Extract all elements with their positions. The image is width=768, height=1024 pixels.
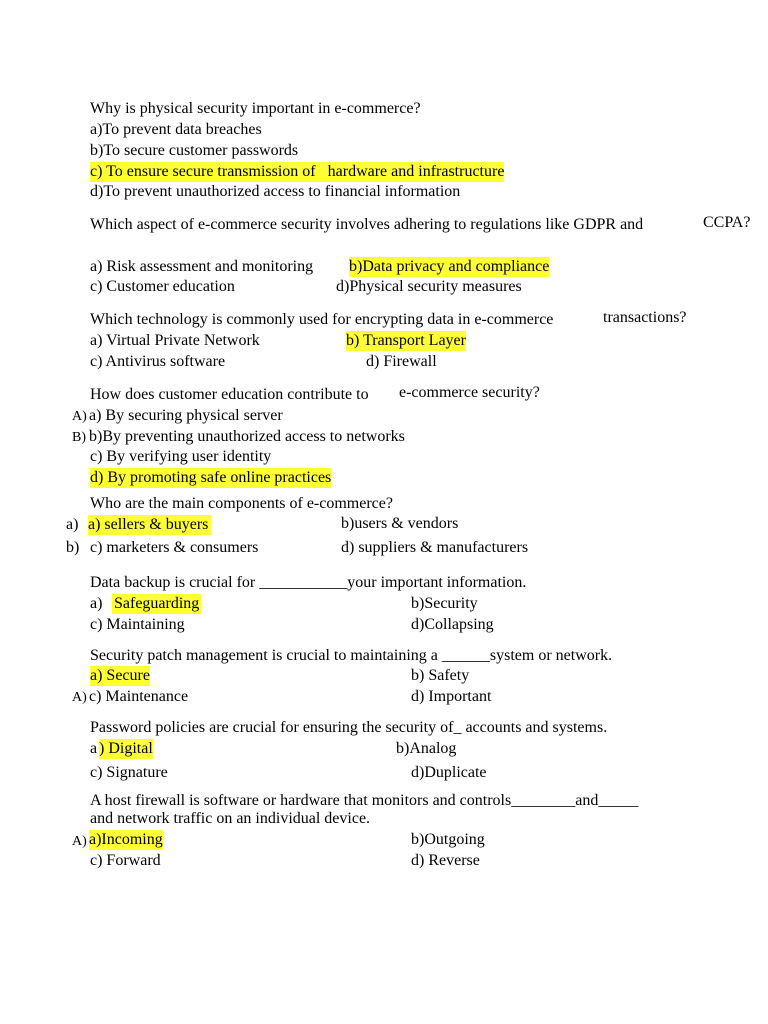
question-2: Which aspect of e-commerce security involves adhering to regulations like GDPR and <box>90 216 644 233</box>
q2-option-b-answer: b)Data privacy and compliance <box>349 258 550 275</box>
question-3-tail: transactions? <box>603 309 687 326</box>
q7-option-d: d) Important <box>411 688 492 705</box>
q9-option-b: b)Outgoing <box>411 831 485 848</box>
q4-option-d-answer: d) By promoting safe online practices <box>90 469 332 486</box>
q9-option-c: c) Forward <box>90 852 161 869</box>
q2-option-c: c) Customer education <box>90 278 235 295</box>
question-9: A host firewall is software or hardware that monitors and controls________and_____ <box>90 792 639 809</box>
q3-option-b-answer: b) Transport Layer <box>346 332 466 349</box>
question-4: How does customer education contribute to <box>90 386 369 403</box>
question-8: Password policies are crucial for ensuring the security of_ accounts and systems. <box>90 719 608 736</box>
question-7: Security patch management is crucial to maintaining a ______system or network. <box>90 647 613 664</box>
q3-option-a: a) Virtual Private Network <box>90 332 260 349</box>
q4-option-b: b)By preventing unauthorized access to networks <box>89 428 405 445</box>
q5-margin-mark-a: a) <box>66 516 79 533</box>
question-6: Data backup is crucial for ___________your important information. <box>90 574 527 591</box>
q3-option-d: d) Firewall <box>366 353 437 370</box>
q7-option-a-answer: a) Secure <box>90 667 150 684</box>
q6-option-d: d)Collapsing <box>411 616 494 633</box>
q8-option-c: c) Signature <box>90 764 168 781</box>
q3-option-c: c) Antivirus software <box>90 353 226 370</box>
q5-option-c: c) marketers & consumers <box>90 539 259 556</box>
q6-option-a-prefix: a) <box>90 595 103 612</box>
q8-option-a-prefix: a <box>90 740 98 757</box>
q4-option-c: c) By verifying user identity <box>90 448 272 465</box>
q7-option-b: b) Safety <box>411 667 470 684</box>
question-9-line2: and network traffic on an individual device. <box>90 810 371 827</box>
q1-option-b: b)To secure customer passwords <box>90 142 299 159</box>
q9-option-d: d) Reverse <box>411 852 480 869</box>
question-4-tail: e-commerce security? <box>399 384 540 401</box>
q4-margin-mark-b: B) <box>72 430 86 445</box>
q8-option-d: d)Duplicate <box>411 764 487 781</box>
question-1: Why is physical security important in e-commerce? <box>90 100 421 117</box>
question-3: Which technology is commonly used for encrypting data in e-commerce <box>90 311 554 328</box>
q5-margin-mark-b: b) <box>66 539 80 556</box>
q5-option-b: b)users & vendors <box>341 515 459 532</box>
q8-option-b: b)Analog <box>396 740 457 757</box>
q4-option-a: a) By securing physical server <box>89 407 283 424</box>
q9-option-a-answer: a)Incoming <box>89 831 163 848</box>
q1-option-a: a)To prevent data breaches <box>90 121 262 138</box>
q6-option-c: c) Maintaining <box>90 616 185 633</box>
q2-option-d: d)Physical security measures <box>336 278 522 295</box>
q1-option-c-answer: c) To ensure secure transmission of hardware and infrastructure <box>90 163 505 180</box>
question-5: Who are the main components of e-commerce? <box>90 495 393 512</box>
question-2-tail: CCPA? <box>703 214 751 231</box>
q5-option-d: d) suppliers & manufacturers <box>341 539 529 556</box>
q9-margin-mark-a: A) <box>72 834 87 849</box>
q6-option-b: b)Security <box>411 595 478 612</box>
q8-option-a-answer: ) Digital <box>99 740 153 757</box>
q5-option-a-answer: a) sellers & buyers <box>88 515 211 535</box>
q7-option-c: c) Maintenance <box>89 688 189 705</box>
q1-option-d: d)To prevent unauthorized access to financial information <box>90 183 461 200</box>
q7-margin-mark-a: A) <box>72 690 87 705</box>
q4-margin-mark-a: A) <box>72 409 87 424</box>
q6-option-a-answer: Safeguarding <box>114 595 200 612</box>
q2-option-a: a) Risk assessment and monitoring <box>90 258 314 275</box>
